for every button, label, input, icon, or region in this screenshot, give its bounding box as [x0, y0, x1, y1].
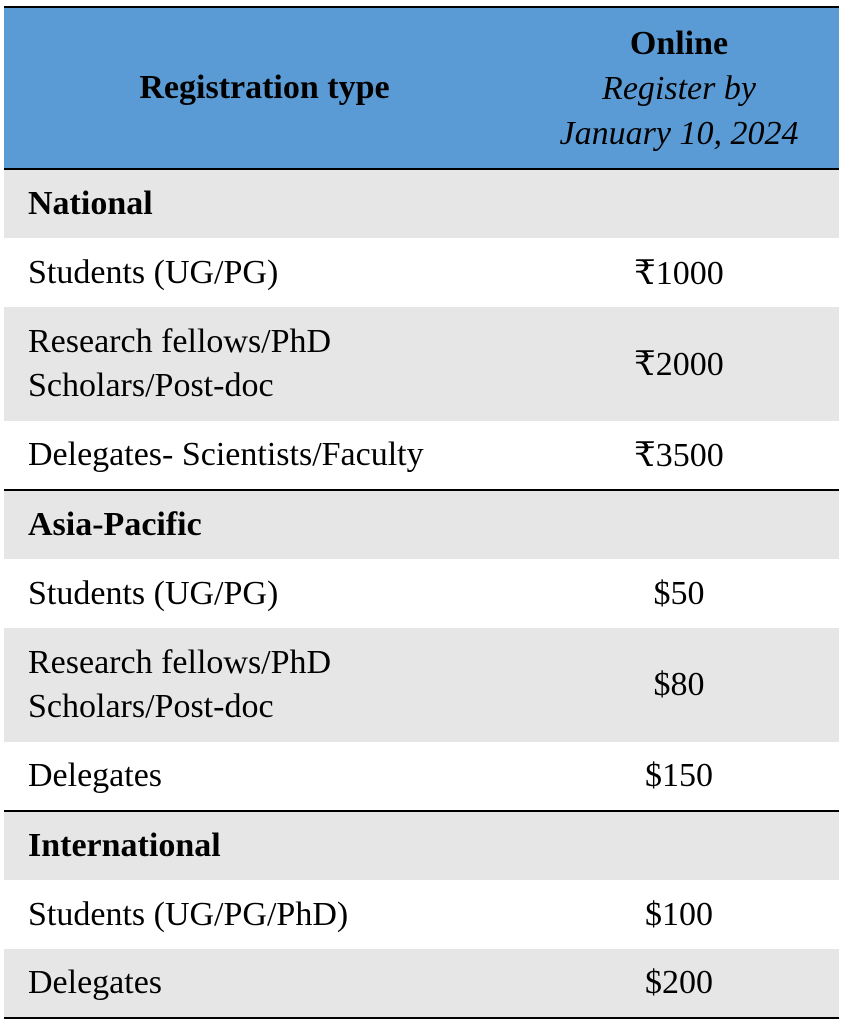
- registration-category: [4, 307, 519, 421]
- registration-category: Students (UG/PG/PhD): [28, 895, 349, 933]
- registration-category: Delegates- Scientists/Faculty: [28, 436, 424, 473]
- category-line-2: Scholars/Post-doc: [28, 367, 274, 404]
- table-row: [4, 949, 839, 1018]
- registration-category: [4, 628, 519, 742]
- registration-category: Students (UG/PG): [28, 253, 279, 291]
- table-header-row: [4, 7, 839, 169]
- registration-fee: $50: [653, 574, 705, 612]
- table-row: [4, 742, 839, 811]
- section-title-national: National: [28, 185, 153, 222]
- section-title-international: International: [4, 811, 839, 880]
- online-label: Online: [629, 24, 729, 62]
- registration-fee: $200: [519, 949, 839, 1018]
- table-row: [4, 238, 839, 307]
- section-row-national: [4, 169, 839, 238]
- category-line-1: Research fellows/PhD: [28, 644, 332, 681]
- category-line-2: Scholars/Post-doc: [28, 688, 274, 725]
- registration-fee: ₹3500: [634, 437, 724, 474]
- registration-fee: $80: [653, 666, 705, 703]
- registration-type-header: Registration type: [4, 7, 519, 169]
- section-row-international: [4, 811, 839, 880]
- registration-category: Students (UG/PG): [28, 574, 279, 612]
- register-deadline-date: January 10, 2024: [559, 114, 799, 152]
- registration-fee-table-wrapper: [4, 6, 839, 1019]
- registration-category: Delegates: [28, 757, 163, 794]
- table-row: [4, 628, 839, 742]
- registration-fee: ₹2000: [634, 346, 724, 383]
- category-line-1: Research fellows/PhD: [28, 323, 332, 360]
- registration-fee: ₹1000: [634, 254, 724, 292]
- online-header: [519, 7, 839, 169]
- registration-fee: $150: [645, 757, 713, 794]
- register-by-label: Register by: [602, 69, 756, 107]
- registration-category: Delegates: [4, 949, 519, 1018]
- table-row: [4, 880, 839, 949]
- table-row: [4, 559, 839, 628]
- registration-fee: $100: [645, 895, 713, 933]
- section-title-asia-pacific: Asia-Pacific: [4, 490, 839, 559]
- section-row-asia-pacific: [4, 490, 839, 559]
- registration-fee-table: [4, 6, 839, 1019]
- table-row: [4, 421, 839, 490]
- table-row: [4, 307, 839, 421]
